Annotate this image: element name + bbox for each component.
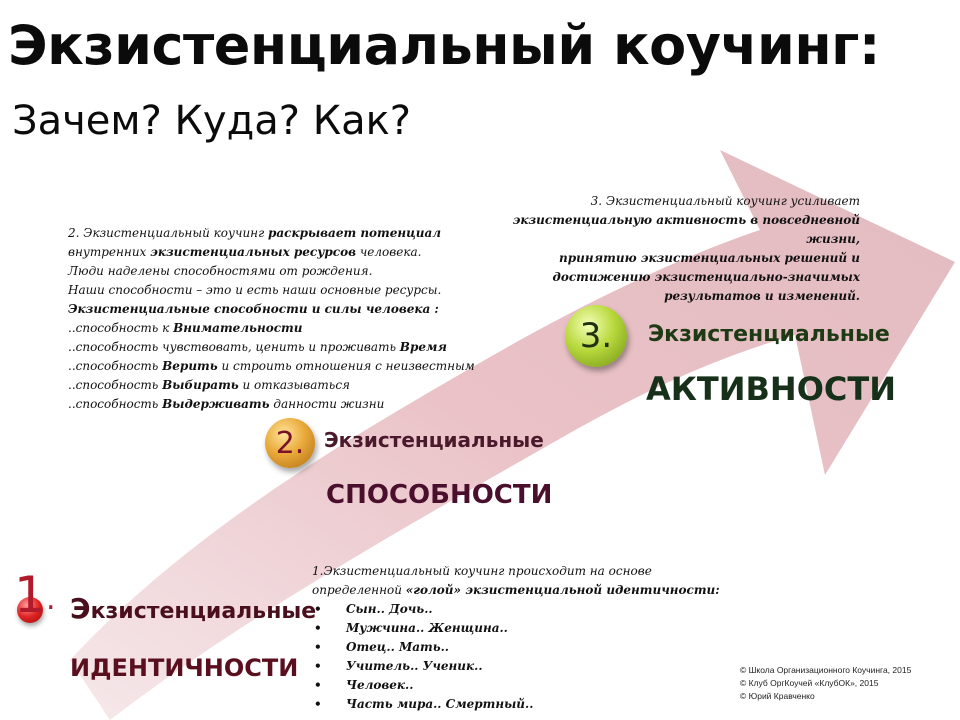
stage3-number: 3. [579,316,613,356]
page-subtitle: Зачем? Куда? Как? [12,98,412,144]
stage2-desc-line [68,338,475,357]
stage1-description [312,562,720,714]
stage1-label-rest: кзистенциальные [90,599,317,624]
stage2-desc-text: человека. [356,245,422,259]
stage3-desc-line-emph: результатов и изменений. [664,289,860,303]
stage1-label-small [70,592,316,625]
page-title: Экзистенциальный коучинг: [8,14,880,77]
stage2-desc-line [68,224,475,243]
credit-line: © Клуб ОргКоучей «КлубОК», 2015 [740,678,879,688]
stage2-desc-emph: Верить [162,359,218,373]
stage2-desc-emph: экзистенциальных ресурсов [150,245,356,259]
stage2-desc-emph: Время [399,340,447,354]
stage2-desc-line [68,357,475,376]
stage2-desc-text: внутренних [68,245,151,259]
credit-line: © Юрий Кравченко [740,691,815,701]
stage2-label-big: СПОСОБНОСТИ [326,480,553,510]
stage2-desc-text: и отказываться [238,378,351,392]
stage2-desc-line: Люди наделены способностями от рождения. [68,264,373,278]
stage2-desc-text: ..способность к [68,321,174,335]
stage1-number: 1 [14,566,46,624]
stage1-number-dot: . [46,582,56,617]
stage2-desc-line: Наши способности – это и есть наши основные ресурсы. [68,283,442,297]
stage3-desc-line [510,211,860,230]
stage2-desc-text: ..способность [68,359,163,373]
stage1-desc-emph: «голой» экзистенциальной идентичности: [405,583,720,597]
stage1-desc-line: 1.Экзистенциальный коучинг происходит на основе [312,564,652,578]
stage3-desc-line [510,230,860,249]
identity-list-item: • Мужчина.. Женщина.. [312,619,720,638]
identity-list [312,600,720,714]
stage3-desc-line-emph: жизни, [806,232,860,246]
stage2-desc-emph: Экзистенциальные способности и силы человека : [68,302,439,316]
stage2-number: 2. [275,425,305,461]
stage2-desc-line [68,243,475,262]
stage3-number-badge [565,305,627,367]
stage3-description [510,192,860,306]
identity-list-item: • Человек.. [312,676,720,695]
stage2-desc-text: ..способность [68,378,163,392]
stage2-number-badge [265,418,315,468]
stage1-desc-line [312,581,720,600]
stage3-desc-line: 3. Экзистенциальный коучинг усиливает [590,194,860,208]
stage2-desc-line [68,300,475,319]
stage3-desc-line-emph: экзистенциальную активность в повседневной [512,213,860,227]
stage2-desc-text: ..способность [68,397,163,411]
stage3-desc-line-emph: принятию экзистенциальных решений и [559,251,860,265]
stage2-desc-line [68,395,475,414]
stage2-desc-emph: раскрывает потенциал [267,226,442,240]
stage2-desc-text: данности жизни [269,397,385,411]
identity-list-item: • Часть мира.. Смертный.. [312,695,720,714]
stage3-label-big: АКТИВНОСТИ [646,370,896,408]
stage2-desc-line [68,376,475,395]
stage2-desc-emph: Внимательности [173,321,303,335]
stage1-label-big: ИДЕНТИЧНОСТИ [70,654,299,682]
credit-line: © Школа Организационного Коучинга, 2015 [740,665,912,675]
stage2-label-small: Экзистенциальные [324,428,544,452]
stage2-desc-emph: Выбирать [162,378,239,392]
stage2-desc-text: 2. Экзистенциальный коучинг [68,226,268,240]
stage2-desc-line [68,319,475,338]
stage2-description [68,224,475,414]
identity-list-item: • Сын.. Дочь.. [312,600,720,619]
stage2-desc-text: и строить отношения с неизвестным [217,359,475,373]
credits [740,664,911,703]
identity-list-item: • Учитель.. Ученик.. [312,657,720,676]
stage3-desc-line [510,268,860,287]
stage3-desc-line [510,249,860,268]
stage1-label-initial: Э [70,592,91,625]
stage2-desc-emph: Выдерживать [162,397,270,411]
identity-list-item: • Отец.. Мать.. [312,638,720,657]
stage3-desc-line [510,287,860,306]
stage3-label-small: Экзистенциальные [648,322,890,347]
stage2-desc-text: ..способность чувствовать, ценить и проживать [68,340,400,354]
stage1-desc-text: определенной [312,583,406,597]
stage3-desc-line-emph: достижению экзистенциально-значимых [552,270,860,284]
